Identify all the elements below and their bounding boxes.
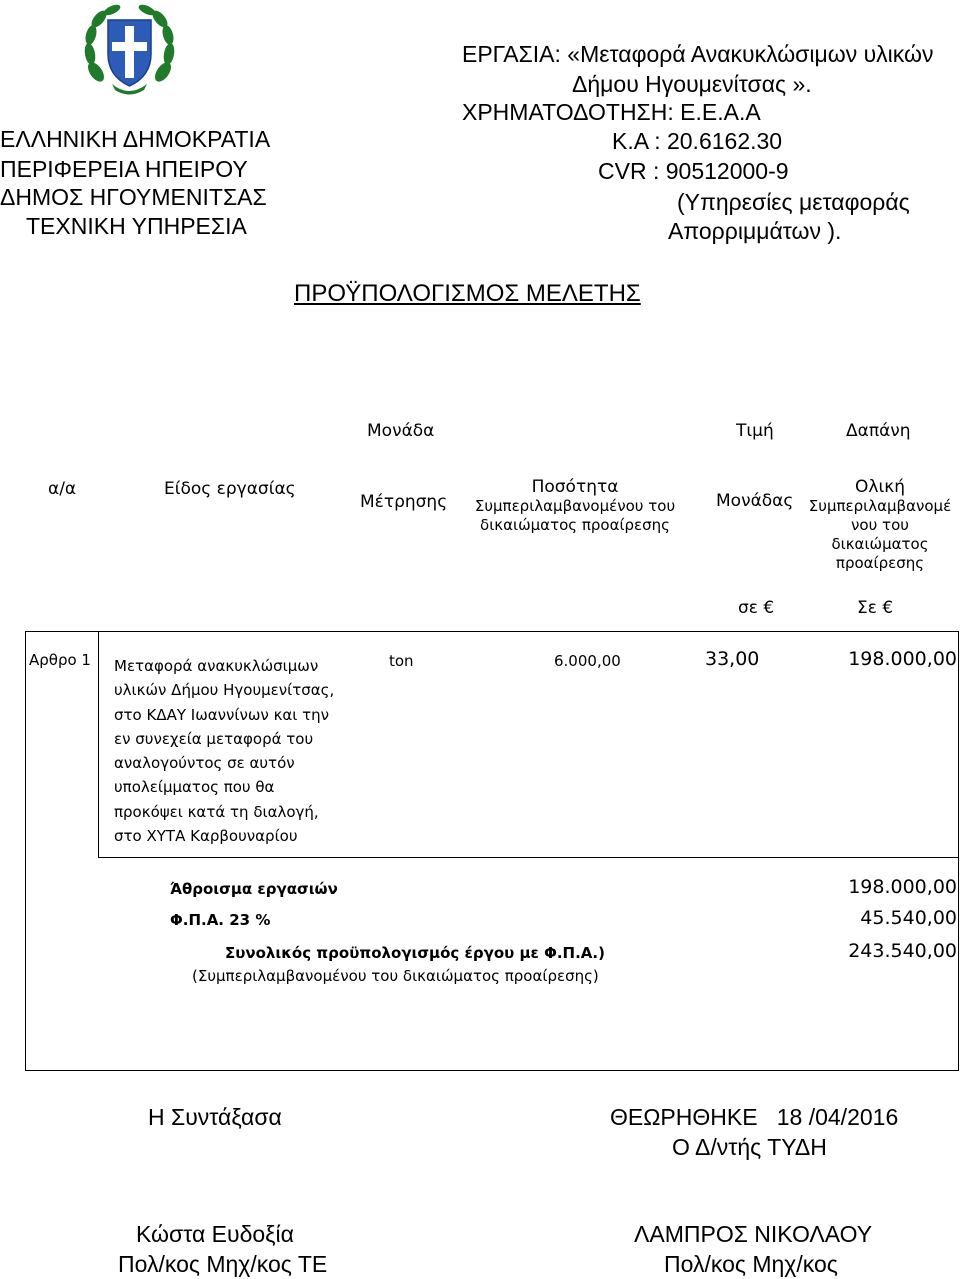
vat-label: Φ.Π.Α. 23 % xyxy=(170,911,271,929)
table-right-border xyxy=(958,631,959,1071)
row-description xyxy=(114,654,334,848)
col-posotita-sub2: δικαιώματος προαίρεσης xyxy=(480,516,670,534)
col-oliki-sub2: νου του xyxy=(851,516,909,534)
vat-value: 45.540,00 xyxy=(860,907,957,929)
currency-cost: Σε € xyxy=(857,598,894,618)
desc-line: υλικών Δήμου Ηγουμενίτσας, xyxy=(114,681,335,700)
col-posotita-sub1: Συμπεριλαμβανομένου του xyxy=(474,497,676,515)
col-posotita-title: Ποσότητα xyxy=(531,477,619,497)
column-divider xyxy=(98,631,99,857)
col-oliki-title: Ολική xyxy=(855,477,905,497)
page-title: ΠΡΟΫΠΟΛΟΓΙΣΜΟΣ ΜΕΛΕΤΗΣ xyxy=(294,280,641,307)
org-line-1: ΕΛΛΗΝΙΚΗ ΔΗΜΟΚΡΑΤΙΑ xyxy=(0,126,271,152)
table-left-border xyxy=(25,631,26,1071)
org-line-2: ΠΕΡΙΦΕΡΕΙΑ ΗΠΕΙΡΟΥ xyxy=(0,156,248,182)
desc-line: εν συνεχεία μεταφορά του xyxy=(114,729,314,748)
work-title-1: ΕΡΓΑΣΙΑ: «Μεταφορά Ανακυκλώσιμων υλικών xyxy=(462,41,934,67)
row-cost: 198.000,00 xyxy=(848,648,957,670)
signature-left-name: Κώστα Ευδοξία xyxy=(136,1221,294,1247)
table-bottom-border xyxy=(25,1070,959,1071)
desc-line: υπολείμματος που θα xyxy=(114,778,275,797)
desc-line: στο ΧΥΤΑ Καρβουναρίου xyxy=(114,827,298,846)
signature-right-name: ΛΑΜΠΡΟΣ ΝΙΚΟΛΑΟΥ xyxy=(634,1221,873,1247)
col-aa: α/α xyxy=(48,479,77,499)
row-aa: Αρθρο 1 xyxy=(29,651,91,669)
col-oliki xyxy=(795,478,960,573)
signature-right-role-2: Ο Δ/ντής ΤΥΔΗ xyxy=(672,1134,827,1160)
desc-line: Μεταφορά ανακυκλώσιμων xyxy=(114,657,319,675)
col-metrisis: Μέτρησης xyxy=(360,492,448,512)
signature-right-role: ΘΕΩΡΗΘΗΚΕ 18 /04/2016 xyxy=(610,1104,899,1130)
total-sublabel: (Συμπεριλαμβανομένου του δικαιώματος προαίρεσης) xyxy=(192,967,599,985)
budget-code: Κ.Α : 20.6162.30 xyxy=(612,128,783,154)
row-divider xyxy=(98,857,959,858)
col-oliki-sub4: προαίρεσης xyxy=(835,554,925,572)
row-price: 33,00 xyxy=(705,648,760,670)
table-top-border xyxy=(25,631,959,632)
total-label: Συνολικός προϋπολογισμός έργου με Φ.Π.Α.) xyxy=(225,944,605,962)
service-type-1: (Υπηρεσίες μεταφοράς xyxy=(677,189,910,215)
col-oliki-sub1: Συμπεριλαμβανομέ xyxy=(808,497,952,515)
org-line-4: ΤΕΧΝΙΚΗ ΥΠΗΡΕΣΙΑ xyxy=(26,213,247,239)
signature-right-title: Πολ/κος Μηχ/κος xyxy=(664,1251,838,1277)
sum-value: 198.000,00 xyxy=(848,876,957,898)
row-qty: 6.000,00 xyxy=(554,652,621,670)
row-unit: ton xyxy=(389,652,414,670)
desc-line: αναλογούντος σε αυτόν xyxy=(114,754,295,773)
col-eidos: Είδος εργασίας xyxy=(164,479,296,499)
header-dapani: Δαπάνη xyxy=(846,421,911,441)
col-posotita xyxy=(450,478,700,535)
service-type-2: Απορριμμάτων ). xyxy=(668,218,842,244)
header-timi: Τιμή xyxy=(736,421,774,441)
org-line-3: ΔΗΜΟΣ ΗΓΟΥΜΕΝΙΤΣΑΣ xyxy=(0,184,267,210)
cvr-code: CVR : 90512000-9 xyxy=(598,158,789,184)
currency-price: σε € xyxy=(738,598,775,618)
greek-emblem xyxy=(82,2,177,99)
sum-label: Άθροισμα εργασιών xyxy=(170,880,338,898)
signature-left-title: Πολ/κος Μηχ/κος ΤΕ xyxy=(118,1251,328,1277)
header-monada: Μονάδα xyxy=(367,421,435,441)
col-monadas: Μονάδας xyxy=(716,491,794,511)
desc-line: προκόψει κατά τη διαλογή, xyxy=(114,802,319,821)
col-oliki-sub3: δικαιώματος xyxy=(831,535,929,553)
desc-line: στο ΚΔΑΥ Ιωαννίνων και την xyxy=(114,705,330,724)
signature-left-role: Η Συντάξασα xyxy=(148,1104,282,1130)
total-value: 243.540,00 xyxy=(848,940,957,962)
funding: ΧΡΗΜΑΤΟΔΟΤΗΣΗ: Ε.Ε.Α.Α xyxy=(462,99,761,125)
work-title-2: Δήμου Ηγουμενίτσας ». xyxy=(572,71,812,97)
